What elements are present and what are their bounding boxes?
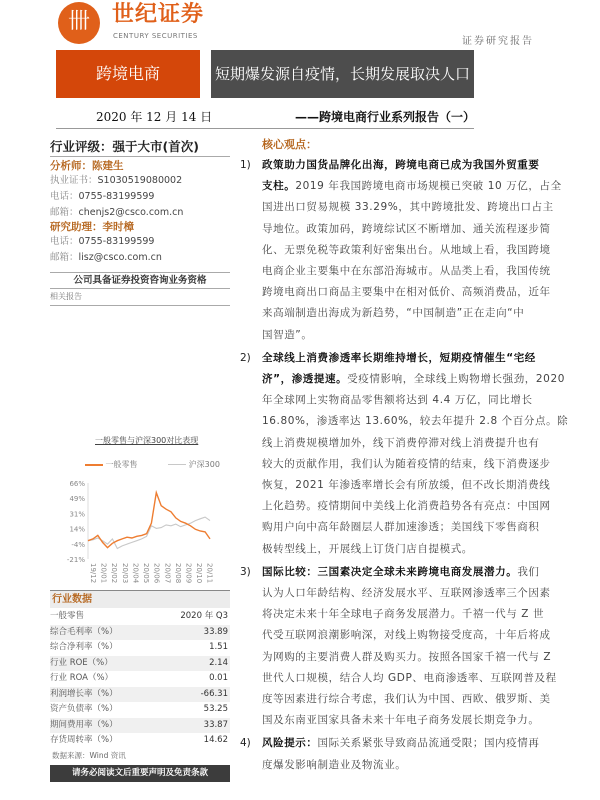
analyst-name: 陈建生	[92, 160, 124, 172]
point-text: 购用户向中高年龄圈层人群加速渗透；美国线下零售商积	[262, 521, 540, 534]
point-headline: 风险提示：	[262, 737, 318, 750]
row-label: 行业 ROA（%）	[50, 673, 114, 683]
assistant-email[interactable]: lisz@csco.com.cn	[78, 252, 162, 263]
x-tick-label: 20/08	[173, 563, 182, 584]
point-headline: 济”，渗透提速。	[262, 373, 348, 385]
row-label: 资产负债率（%）	[50, 704, 118, 714]
core-title: 核心观点：	[262, 138, 317, 151]
x-tick-label: 20/04	[131, 563, 140, 584]
point-line	[262, 158, 540, 172]
y-tick-label: 31%	[69, 510, 85, 519]
cert-label: 执业证书：	[50, 175, 98, 186]
assistant-name: 李时樟	[102, 221, 134, 233]
point-text: 我们	[517, 565, 540, 578]
point-text: 较大的贡献作用，我们认为随着疫情的结束，线下消费逐步	[262, 457, 551, 470]
table-row	[50, 671, 230, 687]
point-text: 国际关系紧张导致商品流通受限；国内疫情再	[317, 737, 540, 750]
logo-name: 世纪证券	[112, 2, 205, 27]
row-value: 33.89	[203, 626, 228, 637]
x-tick-label: 20/11	[205, 563, 214, 584]
doc-type: 证券研究报告	[462, 36, 534, 47]
x-tick-label: 20/07	[163, 563, 172, 584]
x-tick-label: 19/12	[89, 563, 97, 584]
report-title: 短期爆发源自疫情，长期发展取决人口	[211, 50, 474, 98]
related-reports: 相关报告	[50, 292, 82, 301]
report-date: 2020 年 12 月 14 日	[96, 110, 213, 124]
point-number: 2)	[240, 351, 251, 364]
table-row	[50, 640, 230, 656]
phone-label: 电话：	[50, 236, 79, 247]
data-source: 数据来源：Wind 资讯	[52, 751, 126, 760]
legend-swatch	[85, 464, 103, 466]
analyst-email[interactable]: chenjs2@csco.com.cn	[78, 207, 184, 218]
disclaimer-banner: 请务必阅读文后重要声明及免责条款	[50, 765, 230, 782]
y-tick-label: 66%	[69, 480, 85, 488]
point-text: 导地位。政策加码，跨境综试区不断增加、通关流程逐步简	[262, 222, 551, 235]
x-tick-label: 20/09	[184, 563, 193, 584]
row-label: 存货周转率（%）	[50, 735, 118, 745]
y-tick-label: -4%	[71, 541, 85, 550]
point-line	[262, 565, 540, 579]
point-text: 恢复，2021 年渗透率增长会有所放缓，但不改长期消费线	[262, 479, 551, 491]
x-tick-label: 20/05	[142, 563, 151, 584]
phone-label: 电话：	[50, 191, 79, 202]
point-text: 跨境电商出口商品主要集中在相对低价、高频消费品，近年	[262, 286, 551, 299]
assistant-phone: 0755-83199599	[78, 236, 155, 247]
point-text: 国及东南亚国家具备未来十年电子商务发展长期竞争力。	[262, 714, 540, 727]
point-number: 3)	[240, 565, 251, 578]
analyst-label: 分析师：	[50, 160, 92, 172]
divider	[56, 128, 474, 129]
row-value: -66.31	[200, 688, 228, 699]
point-text: 极转型线上，开展线上订货门店自提模式。	[262, 542, 473, 555]
point-text: 国进出口贸易规模 33.29%，其中跨境批发、跨境出口占主	[262, 201, 554, 214]
point-headline: 政策助力国货品牌化出海，跨境电商已成为我国外贸重要	[262, 159, 540, 171]
divider	[50, 305, 230, 306]
analyst-info	[50, 160, 230, 266]
x-tick-label: 20/02	[110, 563, 119, 584]
assistant-label: 研究助理：	[50, 221, 103, 233]
point-line	[262, 736, 540, 750]
y-tick-label: -21%	[66, 556, 85, 564]
point-text: 代受互联网浪潮影响深，对线上购物接受度高，十年后将成	[262, 629, 551, 642]
series-line-retail	[88, 493, 210, 548]
x-tick-label: 20/10	[195, 563, 204, 584]
row-label: 一般零售	[50, 611, 85, 621]
point-text: 2019 年我国跨境电商市场规模已突破 10 万亿，占全	[295, 180, 562, 193]
table-row	[50, 609, 230, 625]
x-tick-label: 20/06	[152, 563, 161, 584]
point-line	[262, 351, 536, 365]
divider	[50, 156, 230, 157]
row-label: 综合毛利率（%）	[50, 626, 118, 637]
series-line-csi300	[88, 517, 210, 548]
industry-data-title: 行业数据	[50, 590, 230, 608]
point-text: 电商企业主要集中在东部沿海城市。从品类上看，我国传统	[262, 265, 551, 277]
point-text: 认为人口年龄结构、经济发展水平、互联网渗透率三个因素	[262, 587, 551, 599]
point-text: 国智造”。	[262, 328, 313, 341]
table-row	[50, 687, 230, 703]
table-row	[50, 702, 230, 718]
point-headline: 支柱。	[262, 180, 296, 193]
point-text: 世代人口规模，结合人均 GDP、电商渗透率、互联网普及程	[262, 671, 557, 684]
cert-number: S1030519080002	[97, 175, 183, 186]
point-number: 1)	[240, 159, 251, 171]
point-text: 化、无票免税等政策利好密集出台。从地域上看，我国跨境	[262, 243, 551, 256]
point-text: 受疫情影响，全球线上购物增长强劲，2020	[347, 373, 566, 385]
series-title: ——跨境电商行业系列报告（一）	[294, 110, 475, 124]
legend-swatch	[168, 464, 186, 465]
point-line	[262, 179, 562, 193]
table-row	[50, 625, 230, 641]
table-row	[50, 733, 230, 749]
row-label: 利润增长率（%）	[50, 688, 118, 699]
y-tick-label: 49%	[69, 494, 85, 503]
y-tick-label: 14%	[69, 525, 85, 534]
industry-label: 跨境电商	[56, 50, 200, 98]
row-value: 2020 年 Q3	[180, 611, 228, 621]
point-text: 为网购的主要消费人群及购买力。按照各国家千禧一代与 Z	[262, 650, 552, 663]
point-line	[262, 372, 565, 386]
chart-title: 一般零售与沪深300对比表现	[95, 436, 199, 445]
point-headline: 全球线上消费渗透率长期维持增长，短期疫情催生“宅经	[262, 351, 536, 364]
logo-icon: 卌	[58, 2, 100, 44]
row-value: 2.14	[209, 657, 228, 668]
point-number: 4)	[240, 737, 251, 750]
line-chart	[50, 475, 230, 588]
row-value: 14.62	[203, 735, 228, 745]
row-label: 期间费用率（%）	[50, 719, 118, 730]
row-value: 0.01	[209, 673, 228, 683]
point-text: 上化趋势。疫情期间中美线上化消费趋势各有亮点：中国网	[262, 500, 551, 513]
industry-rating: 行业评级：强于大市(首次)	[50, 139, 199, 154]
analyst-phone: 0755-83199599	[78, 191, 155, 202]
row-label: 综合净利率（%）	[50, 642, 118, 652]
row-value: 1.51	[209, 642, 228, 652]
row-value: 33.87	[203, 719, 228, 730]
divider	[50, 288, 230, 289]
table-row	[50, 656, 230, 672]
legend-label: 一般零售	[105, 460, 138, 469]
point-text: 线上消费规模增加外，线下消费停滞对线上消费提升也有	[262, 436, 540, 449]
row-value: 53.25	[203, 704, 228, 714]
point-text: 年全球网上实物商品零售额将达到 4.4 万亿，同比增长	[262, 394, 533, 407]
point-text: 度爆发影响制造业及物流业。	[262, 758, 407, 771]
point-text: 16.80%，渗透率达 13.60%，较去年提升 2.8 个百分点。除	[262, 415, 569, 428]
legend-label: 沪深300	[188, 460, 220, 469]
point-text: 来高端制造出海成为新趋势，“中国制造”正在走向“中	[262, 307, 525, 320]
row-label: 行业 ROE（%）	[50, 657, 113, 668]
point-text: 将决定未来十年全球电子商务发展潜力。千禧一代与 Z 世	[262, 608, 545, 621]
x-tick-label: 20/01	[99, 563, 108, 584]
logo-english: CENTURY SECURITIES	[113, 32, 198, 40]
email-label: 邮箱：	[50, 252, 79, 263]
x-tick-label: 20/03	[120, 563, 129, 584]
point-text: 度等因素进行综合考虑，我们认为中国、西欧、俄罗斯、美	[262, 693, 551, 705]
chart-legend	[85, 460, 220, 470]
divider	[50, 272, 230, 273]
table-row	[50, 718, 230, 734]
point-headline: 国际比较：三国素决定全球未来跨境电商发展潜力。	[262, 565, 518, 578]
email-label: 邮箱：	[50, 207, 79, 218]
qualification: 公司具备证券投资咨询业务资格	[73, 275, 207, 286]
